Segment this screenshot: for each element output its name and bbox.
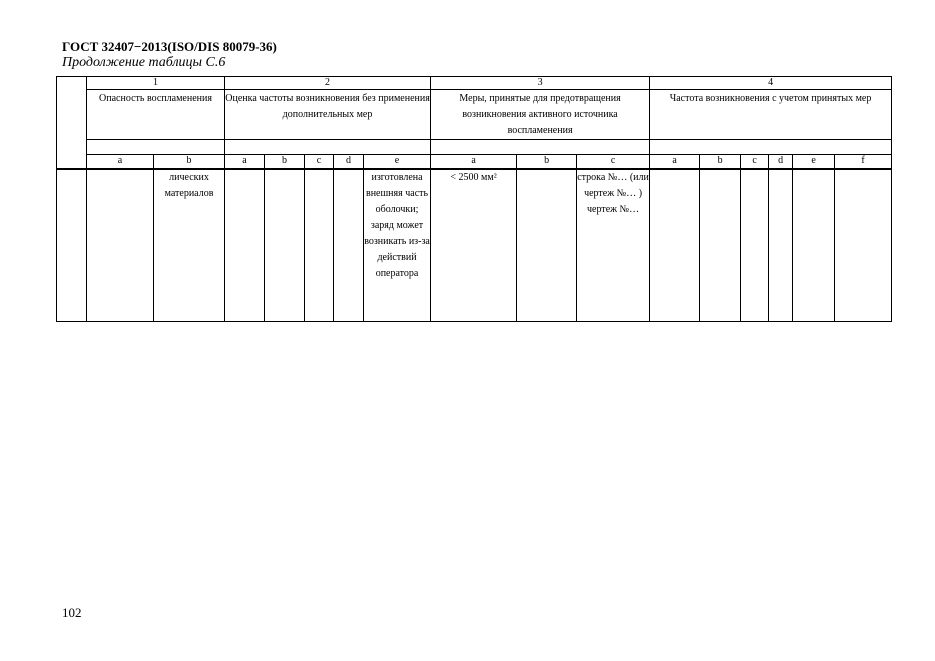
group-number-row xyxy=(57,77,892,90)
table-row xyxy=(57,169,892,322)
sub-header: a xyxy=(225,155,265,170)
data-cell xyxy=(650,169,700,322)
sub-header: e xyxy=(793,155,835,170)
data-cell xyxy=(700,169,741,322)
data-cell xyxy=(517,169,577,322)
group-number-1: 1 xyxy=(87,77,225,90)
group-title-2: Оценка частоты возникновения без применения дополнительных мер xyxy=(225,90,431,140)
sub-header: a xyxy=(650,155,700,170)
sub-header: b xyxy=(700,155,741,170)
sub-header: c xyxy=(577,155,650,170)
data-cell xyxy=(87,169,154,322)
sub-header: a xyxy=(87,155,154,170)
data-cell xyxy=(741,169,769,322)
data-cell-frequency-e: изготовлена внешняя часть оболочки; заряд может возникать из-за действий оператора xyxy=(364,169,431,322)
data-cell xyxy=(334,169,364,322)
sub-header: a xyxy=(431,155,517,170)
group-title-3: Меры, принятые для предотвращения возникновения активного источника воспламенения xyxy=(431,90,650,140)
group-number-3: 3 xyxy=(431,77,650,90)
group-title-row xyxy=(57,90,892,140)
data-cell xyxy=(225,169,265,322)
data-cell xyxy=(265,169,305,322)
sub-header: b xyxy=(265,155,305,170)
blank-cell xyxy=(225,140,431,155)
document-code: ГОСТ 32407−2013(ISO/DIS 80079-36) xyxy=(62,39,277,54)
data-cell xyxy=(305,169,334,322)
blank-row xyxy=(57,140,892,155)
sub-header: d xyxy=(769,155,793,170)
data-cell-measures-a: < 2500 мм² xyxy=(431,169,517,322)
data-cell xyxy=(835,169,892,322)
blank-cell xyxy=(431,140,650,155)
empty-left-cell xyxy=(57,140,87,155)
ignition-hazard-table xyxy=(56,76,892,322)
data-cell-hazard-b: лических материалов xyxy=(154,169,225,322)
group-number-4: 4 xyxy=(650,77,892,90)
sub-header: e xyxy=(364,155,431,170)
sub-header: c xyxy=(305,155,334,170)
group-number-2: 2 xyxy=(225,77,431,90)
data-cell xyxy=(57,169,87,322)
sub-header: c xyxy=(741,155,769,170)
group-title-4: Частота возникновения с учетом принятых мер xyxy=(650,90,892,140)
sub-header: d xyxy=(334,155,364,170)
data-cell xyxy=(793,169,835,322)
empty-left-cell xyxy=(57,155,87,170)
sub-header: f xyxy=(835,155,892,170)
empty-corner-cell xyxy=(57,77,87,90)
data-cell-measures-c: строка №… (или чертеж №… ) чертеж №… xyxy=(577,169,650,322)
sub-header: b xyxy=(517,155,577,170)
page-number: 102 xyxy=(62,605,82,620)
blank-cell xyxy=(650,140,892,155)
table-continuation-title: Продолжение таблицы С.6 xyxy=(62,55,226,70)
empty-left-cell xyxy=(57,90,87,140)
group-title-1: Опасность воспламенения xyxy=(87,90,225,140)
data-cell xyxy=(769,169,793,322)
blank-cell xyxy=(87,140,225,155)
sub-header: b xyxy=(154,155,225,170)
sub-header-row xyxy=(57,155,892,170)
